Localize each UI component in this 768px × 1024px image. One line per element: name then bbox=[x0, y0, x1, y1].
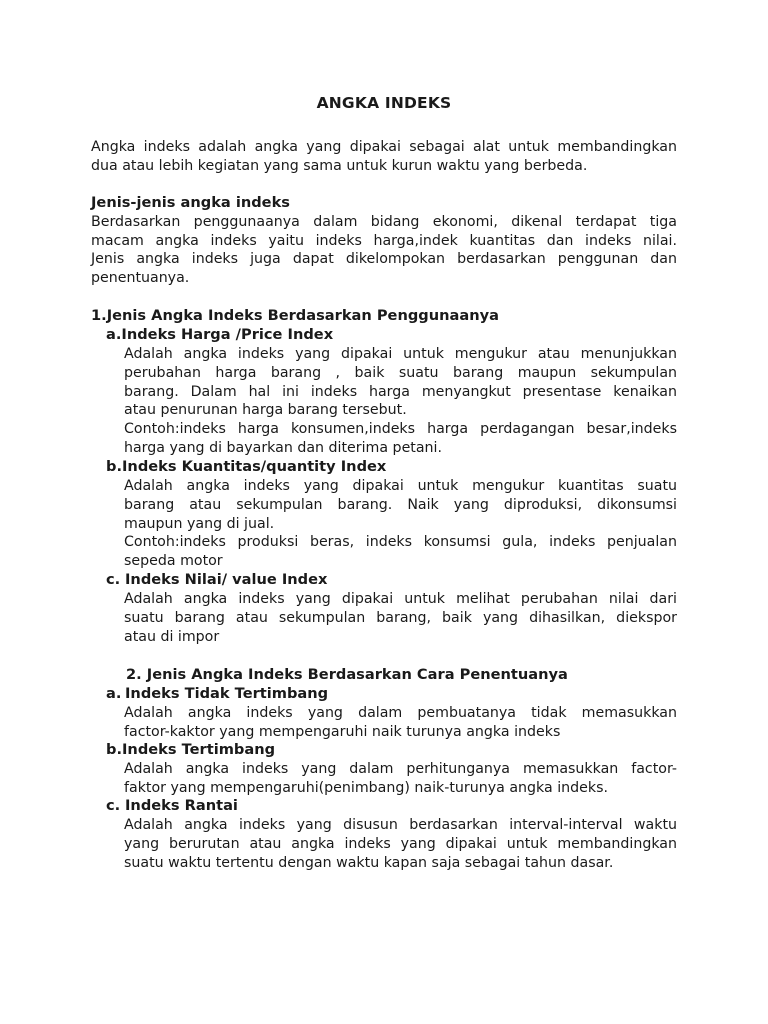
body-line: sepeda motor bbox=[124, 553, 223, 570]
jenis-heading: Jenis-jenis angka indeks bbox=[91, 194, 290, 211]
section1-item-c-heading bbox=[106, 571, 327, 588]
section1-item-a-body bbox=[124, 345, 677, 458]
section1-item-a-heading bbox=[106, 326, 333, 343]
item-marker: c. bbox=[106, 571, 121, 588]
jenis-line: Berdasarkan penggunaanya dalam bidang ekonomi, dikenal terdapat tiga bbox=[91, 213, 677, 230]
jenis-line: Jenis angka indeks juga dapat dikelompokan berdasarkan penggunan dan bbox=[91, 251, 677, 268]
item-title: Indeks Harga /Price Index bbox=[121, 326, 334, 343]
body-line: maupun yang di jual. bbox=[124, 515, 275, 532]
section2-item-c-body bbox=[124, 816, 677, 872]
body-line: Adalah angka indeks yang dipakai untuk melihat perubahan nilai dari bbox=[124, 591, 677, 607]
body-line: harga yang di bayarkan dan diterima petani. bbox=[124, 439, 442, 456]
body-line: barang atau sekumpulan barang. Naik yang diproduksi, dikonsumsi bbox=[124, 496, 677, 513]
section2-item-a-heading bbox=[106, 685, 328, 702]
body-line: faktor yang mempengaruhi(penimbang) naik-turunya angka indeks. bbox=[124, 779, 608, 796]
body-line: atau di impor bbox=[124, 628, 220, 645]
jenis-line: macam angka indeks yaitu indeks harga,indek kuantitas dan indeks nilai. bbox=[91, 232, 677, 249]
item-marker: c. bbox=[106, 797, 121, 814]
document-title: ANGKA INDEKS bbox=[316, 94, 452, 112]
body-line: perubahan harga barang , baik suatu barang maupun sekumpulan bbox=[124, 364, 677, 381]
section2-item-c-heading bbox=[106, 797, 238, 814]
body-line: suatu barang atau sekumpulan barang, baik yang dihasilkan, diekspor bbox=[124, 609, 677, 626]
section2-item-b-body bbox=[124, 760, 677, 798]
body-line: Adalah angka indeks yang dalam perhitunganya memasukkan factor- bbox=[124, 761, 677, 777]
item-title: Indeks Kuantitas/quantity Index bbox=[122, 458, 387, 475]
section2-heading: 2. Jenis Angka Indeks Berdasarkan Cara Penentuanya bbox=[126, 666, 568, 683]
item-title: Indeks Rantai bbox=[125, 797, 238, 814]
item-title: Indeks Nilai/ value Index bbox=[125, 571, 328, 588]
intro-paragraph bbox=[91, 138, 677, 176]
intro-line: Angka indeks adalah angka yang dipakai sebagai alat untuk membandingkan bbox=[91, 139, 677, 155]
jenis-section bbox=[91, 194, 677, 288]
body-line: Contoh:indeks harga konsumen,indeks harga perdagangan besar,indeks bbox=[124, 421, 677, 438]
item-title: Indeks Tertimbang bbox=[122, 741, 276, 758]
item-marker: a. bbox=[106, 326, 122, 343]
body-line: Adalah angka indeks yang disusun berdasarkan interval-interval waktu bbox=[124, 817, 677, 833]
section1-heading: 1.Jenis Angka Indeks Berdasarkan Penggunaanya bbox=[91, 307, 499, 324]
body-line: Contoh:indeks produksi beras, indeks konsumsi gula, indeks penjualan bbox=[124, 534, 677, 551]
body-line: Adalah angka indeks yang dalam pembuatanya tidak memasukkan bbox=[124, 705, 677, 721]
body-line: Adalah angka indeks yang dipakai untuk mengukur atau menunjukkan bbox=[124, 346, 677, 362]
item-title: Indeks Tidak Tertimbang bbox=[125, 685, 329, 702]
item-marker: b. bbox=[106, 458, 122, 475]
item-marker: b. bbox=[106, 741, 122, 758]
body-line: atau penurunan harga barang tersebut. bbox=[124, 402, 407, 419]
section2-item-a-body bbox=[124, 704, 677, 742]
section1-item-c-body bbox=[124, 590, 677, 646]
body-line: suatu waktu tertentu dengan waktu kapan saja sebagai tahun dasar. bbox=[124, 854, 614, 871]
section2-item-b-heading bbox=[106, 741, 275, 758]
body-line: Adalah angka indeks yang dipakai untuk mengukur kuantitas suatu bbox=[124, 478, 677, 494]
body-line: yang berurutan atau angka indeks yang dipakai untuk membandingkan bbox=[124, 835, 677, 852]
section1-item-b-body bbox=[124, 477, 677, 571]
item-marker: a. bbox=[106, 685, 122, 702]
body-line: factor-kaktor yang mempengaruhi naik turunya angka indeks bbox=[124, 723, 561, 740]
body-line: barang. Dalam hal ini indeks harga menyangkut presentase kenaikan bbox=[124, 383, 677, 400]
section1-item-b-heading bbox=[106, 458, 386, 475]
intro-line: dua atau lebih kegiatan yang sama untuk kurun waktu yang berbeda. bbox=[91, 157, 588, 174]
jenis-line: penentuanya. bbox=[91, 270, 190, 287]
